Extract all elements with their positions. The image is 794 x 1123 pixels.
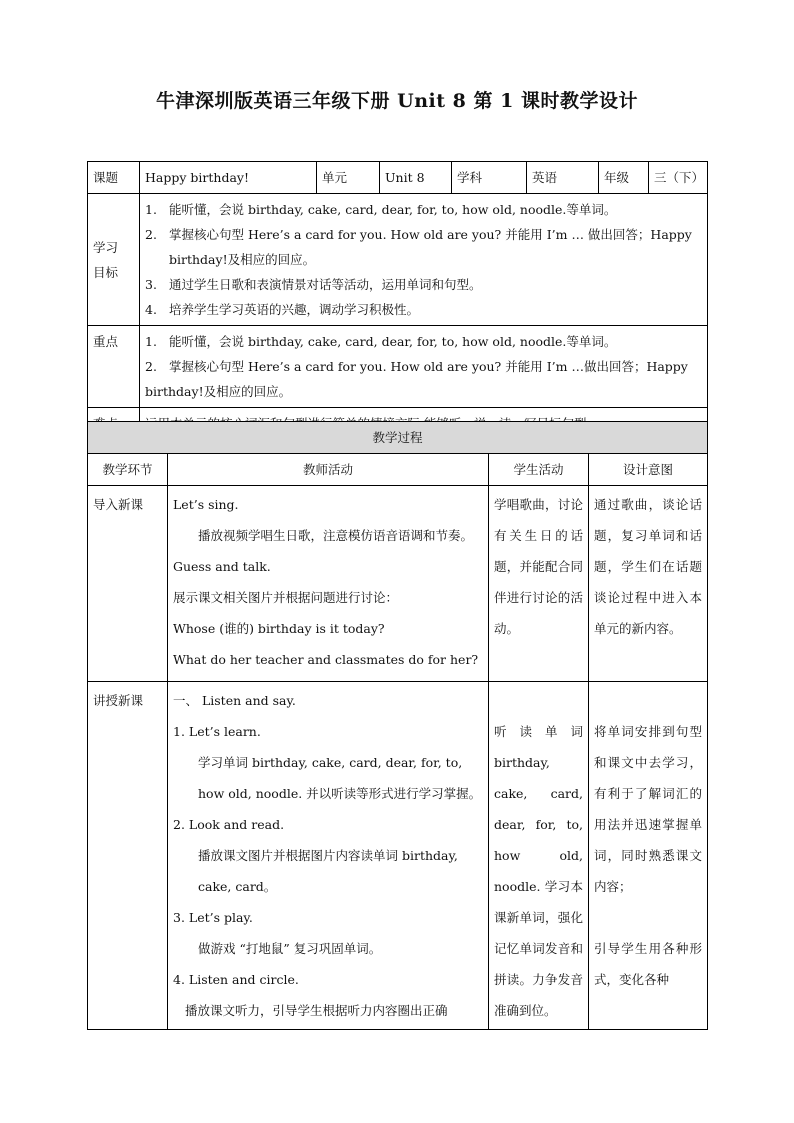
col-intent: 设计意图 bbox=[589, 454, 708, 486]
objective-item: 2. 掌握核心句型 Here’s a card for you. How old are you? 并能用 I’m … 做出回答；Happy birthday!及相应的回应。 bbox=[145, 227, 692, 267]
topic-label: 课题 bbox=[88, 162, 140, 194]
col-student: 学生活动 bbox=[489, 454, 589, 486]
topic-value: Happy birthday! bbox=[140, 162, 317, 194]
intro-stage: 导入新课 bbox=[88, 486, 168, 682]
col-teacher: 教师活动 bbox=[168, 454, 489, 486]
intro-row bbox=[88, 486, 708, 682]
new-lesson-row bbox=[88, 682, 708, 1030]
objectives-label-line1: 学习 bbox=[93, 239, 119, 255]
unit-value: Unit 8 bbox=[380, 162, 452, 194]
page-title: 牛津深圳版英语三年级下册 Unit 8 第 1 课时教学设计 bbox=[156, 90, 638, 112]
new-intent bbox=[589, 682, 708, 1030]
info-row bbox=[88, 162, 708, 194]
objective-item: 1. 能听懂，会说 birthday, cake, card, dear, for, to, how old, noodle.等单词。 bbox=[145, 202, 617, 217]
grade-label: 年级 bbox=[599, 162, 649, 194]
new-stage: 讲授新课 bbox=[88, 682, 168, 1030]
objective-item: 3. 通过学生日歌和表演情景对话等活动，运用单词和句型。 bbox=[145, 277, 482, 292]
key-point-item: 2. 掌握核心句型 Here’s a card for you. How old are you? 并能用 I’m …做出回答；Happy birthday!及相应的回应。 bbox=[145, 359, 688, 399]
objective-item: 4. 培养学生学习英语的兴趣，调动学习积极性。 bbox=[145, 302, 420, 317]
new-intent-part1: 将单词安排到句型和课文中去学习，有利于了解词汇的用法并迅速掌握单词，同时熟悉课文内容； bbox=[594, 724, 703, 894]
grade-value: 三（下） bbox=[649, 162, 708, 194]
subject-value: 英语 bbox=[527, 162, 599, 194]
intro-student: 学唱歌曲，讨论有关生日的话题，并能配合同伴进行讨论的活动。 bbox=[489, 486, 589, 682]
intro-teacher: Let’s sing. 播放视频学唱生日歌，注意模仿语音语调和节奏。 Guess and talk. 展示课文相关图片并根据问题进行讨论： Whose (谁的) birthday is it today? What do her teacher and classmates do for her? bbox=[168, 486, 489, 682]
objectives-row bbox=[88, 194, 708, 326]
new-student: 听读单词 birthday, cake, card, dear, for, to, how old, noodle. 学习本课新单词，强化记忆单词发音和拼读。力争发音准确到位。 bbox=[489, 682, 589, 1030]
subject-label: 学科 bbox=[452, 162, 527, 194]
process-header: 教学过程 bbox=[88, 422, 708, 454]
col-stage: 教学环节 bbox=[88, 454, 168, 486]
lesson-info-table bbox=[87, 161, 708, 440]
key-points-row bbox=[88, 326, 708, 408]
intro-intent: 通过歌曲，谈论话题，复习单词和话题，学生们在话题谈论过程中进入本单元的新内容。 bbox=[589, 486, 708, 682]
new-intent-part2: 引导学生用各种形式，变化各种 bbox=[594, 941, 703, 987]
key-point-item: 1. 能听懂，会说 birthday, cake, card, dear, for, to, how old, noodle.等单词。 bbox=[145, 334, 617, 349]
objectives-label-line2: 目标 bbox=[93, 264, 119, 280]
unit-label: 单元 bbox=[317, 162, 380, 194]
process-column-header bbox=[88, 454, 708, 486]
key-points-content bbox=[140, 326, 708, 408]
objectives-label bbox=[88, 194, 140, 326]
objectives-content bbox=[140, 194, 708, 326]
new-teacher: 一、 Listen and say. 1. Let’s learn. 学习单词 birthday, cake, card, dear, for, to, how old, noodle. 并以听读等形式进行学习掌握。 2. Look and read. 播放课文图片并根据图片内容读单词 birthday, cake, card。 3. Let’s play. 做游戏 “打地鼠” 复习巩固单词。 4. Listen and circle. 播放课文听力，引导学生根据听力内容圈出正确 bbox=[168, 682, 489, 1030]
teaching-process-table bbox=[87, 421, 708, 1030]
key-points-label: 重点 bbox=[88, 326, 140, 408]
